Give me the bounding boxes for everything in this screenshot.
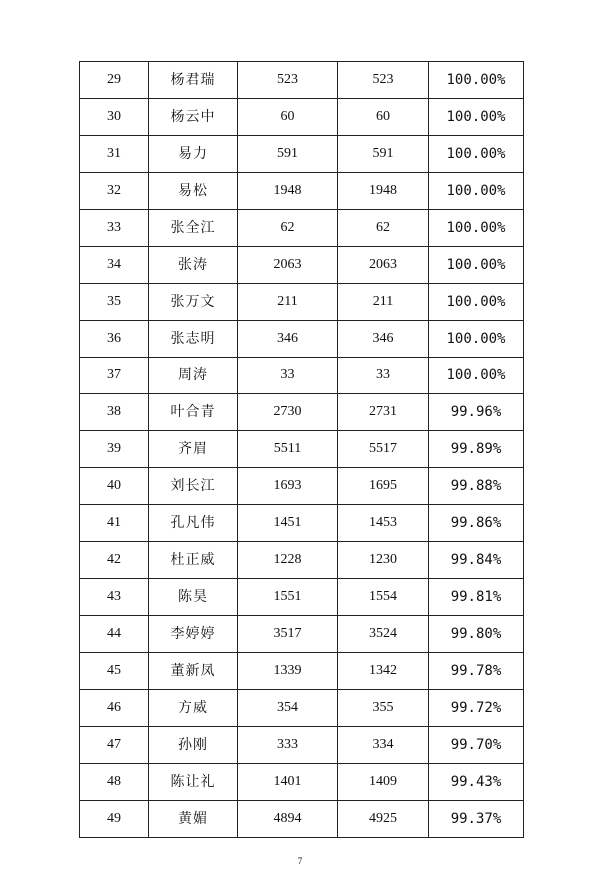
value-a-cell: 2063 [238,246,338,283]
value-b-cell: 211 [338,283,429,320]
value-b-cell: 1948 [338,172,429,209]
name-cell: 方威 [149,689,238,726]
percentage-cell: 100.00% [429,172,524,209]
table-row [80,800,524,837]
name-cell: 杨君瑞 [149,62,238,99]
value-b-cell: 523 [338,62,429,99]
row-number-cell: 45 [80,653,149,690]
value-a-cell: 4894 [238,800,338,837]
name-cell: 易松 [149,172,238,209]
table-row [80,320,524,357]
percentage-cell: 100.00% [429,246,524,283]
row-number-cell: 49 [80,800,149,837]
value-a-cell: 591 [238,135,338,172]
value-b-cell: 62 [338,209,429,246]
value-a-cell: 1228 [238,542,338,579]
value-b-cell: 1695 [338,468,429,505]
value-a-cell: 1451 [238,505,338,542]
value-a-cell: 333 [238,726,338,763]
name-cell: 张全江 [149,209,238,246]
row-number-cell: 34 [80,246,149,283]
value-b-cell: 355 [338,689,429,726]
row-number-cell: 44 [80,616,149,653]
percentage-cell: 100.00% [429,62,524,99]
value-a-cell: 5511 [238,431,338,468]
table-row [80,209,524,246]
percentage-cell: 100.00% [429,283,524,320]
value-b-cell: 334 [338,726,429,763]
table-row [80,283,524,320]
name-cell: 陈让礼 [149,763,238,800]
value-b-cell: 1554 [338,579,429,616]
name-cell: 陈昊 [149,579,238,616]
percentage-cell: 100.00% [429,209,524,246]
name-cell: 张万文 [149,283,238,320]
value-a-cell: 1401 [238,763,338,800]
value-b-cell: 3524 [338,616,429,653]
table-row [80,62,524,99]
value-b-cell: 4925 [338,800,429,837]
name-cell: 刘长江 [149,468,238,505]
value-a-cell: 60 [238,98,338,135]
row-number-cell: 40 [80,468,149,505]
name-cell: 周涛 [149,357,238,394]
value-b-cell: 1342 [338,653,429,690]
name-cell: 齐眉 [149,431,238,468]
value-b-cell: 1409 [338,763,429,800]
table-row [80,616,524,653]
table-row [80,431,524,468]
row-number-cell: 36 [80,320,149,357]
row-number-cell: 42 [80,542,149,579]
percentage-cell: 100.00% [429,135,524,172]
percentage-cell: 99.78% [429,653,524,690]
row-number-cell: 31 [80,135,149,172]
table-row [80,579,524,616]
row-number-cell: 38 [80,394,149,431]
value-a-cell: 62 [238,209,338,246]
percentage-cell: 99.86% [429,505,524,542]
value-a-cell: 211 [238,283,338,320]
value-a-cell: 1339 [238,653,338,690]
value-a-cell: 354 [238,689,338,726]
value-a-cell: 1948 [238,172,338,209]
value-a-cell: 346 [238,320,338,357]
percentage-cell: 99.72% [429,689,524,726]
table-row [80,763,524,800]
name-cell: 杜正威 [149,542,238,579]
value-b-cell: 1453 [338,505,429,542]
value-b-cell: 591 [338,135,429,172]
data-table [79,61,524,838]
row-number-cell: 32 [80,172,149,209]
page-number: 7 [297,856,303,866]
row-number-cell: 43 [80,579,149,616]
row-number-cell: 30 [80,98,149,135]
name-cell: 易力 [149,135,238,172]
table-row [80,468,524,505]
name-cell: 李婷婷 [149,616,238,653]
value-b-cell: 1230 [338,542,429,579]
table-row [80,542,524,579]
table-row [80,98,524,135]
value-b-cell: 60 [338,98,429,135]
name-cell: 张志明 [149,320,238,357]
name-cell: 杨云中 [149,98,238,135]
row-number-cell: 48 [80,763,149,800]
value-a-cell: 1693 [238,468,338,505]
table-row [80,172,524,209]
percentage-cell: 99.84% [429,542,524,579]
row-number-cell: 33 [80,209,149,246]
table-row [80,726,524,763]
table-row [80,653,524,690]
table-row [80,135,524,172]
table-row [80,246,524,283]
percentage-cell: 99.89% [429,431,524,468]
name-cell: 董新凤 [149,653,238,690]
value-b-cell: 33 [338,357,429,394]
row-number-cell: 35 [80,283,149,320]
percentage-cell: 100.00% [429,320,524,357]
value-a-cell: 2730 [238,394,338,431]
table-body [80,62,524,838]
percentage-cell: 99.96% [429,394,524,431]
table-row [80,689,524,726]
name-cell: 张涛 [149,246,238,283]
value-a-cell: 523 [238,62,338,99]
percentage-cell: 99.70% [429,726,524,763]
value-a-cell: 33 [238,357,338,394]
table-row [80,357,524,394]
value-b-cell: 2731 [338,394,429,431]
percentage-cell: 99.37% [429,800,524,837]
name-cell: 孙刚 [149,726,238,763]
percentage-cell: 99.80% [429,616,524,653]
row-number-cell: 47 [80,726,149,763]
percentage-cell: 99.43% [429,763,524,800]
percentage-cell: 99.81% [429,579,524,616]
value-a-cell: 3517 [238,616,338,653]
value-b-cell: 5517 [338,431,429,468]
row-number-cell: 41 [80,505,149,542]
name-cell: 叶合青 [149,394,238,431]
percentage-cell: 100.00% [429,98,524,135]
row-number-cell: 39 [80,431,149,468]
table-row [80,394,524,431]
value-b-cell: 346 [338,320,429,357]
row-number-cell: 37 [80,357,149,394]
table-row [80,505,524,542]
value-b-cell: 2063 [338,246,429,283]
name-cell: 孔凡伟 [149,505,238,542]
percentage-cell: 99.88% [429,468,524,505]
row-number-cell: 46 [80,689,149,726]
value-a-cell: 1551 [238,579,338,616]
row-number-cell: 29 [80,62,149,99]
name-cell: 黄媚 [149,800,238,837]
percentage-cell: 100.00% [429,357,524,394]
